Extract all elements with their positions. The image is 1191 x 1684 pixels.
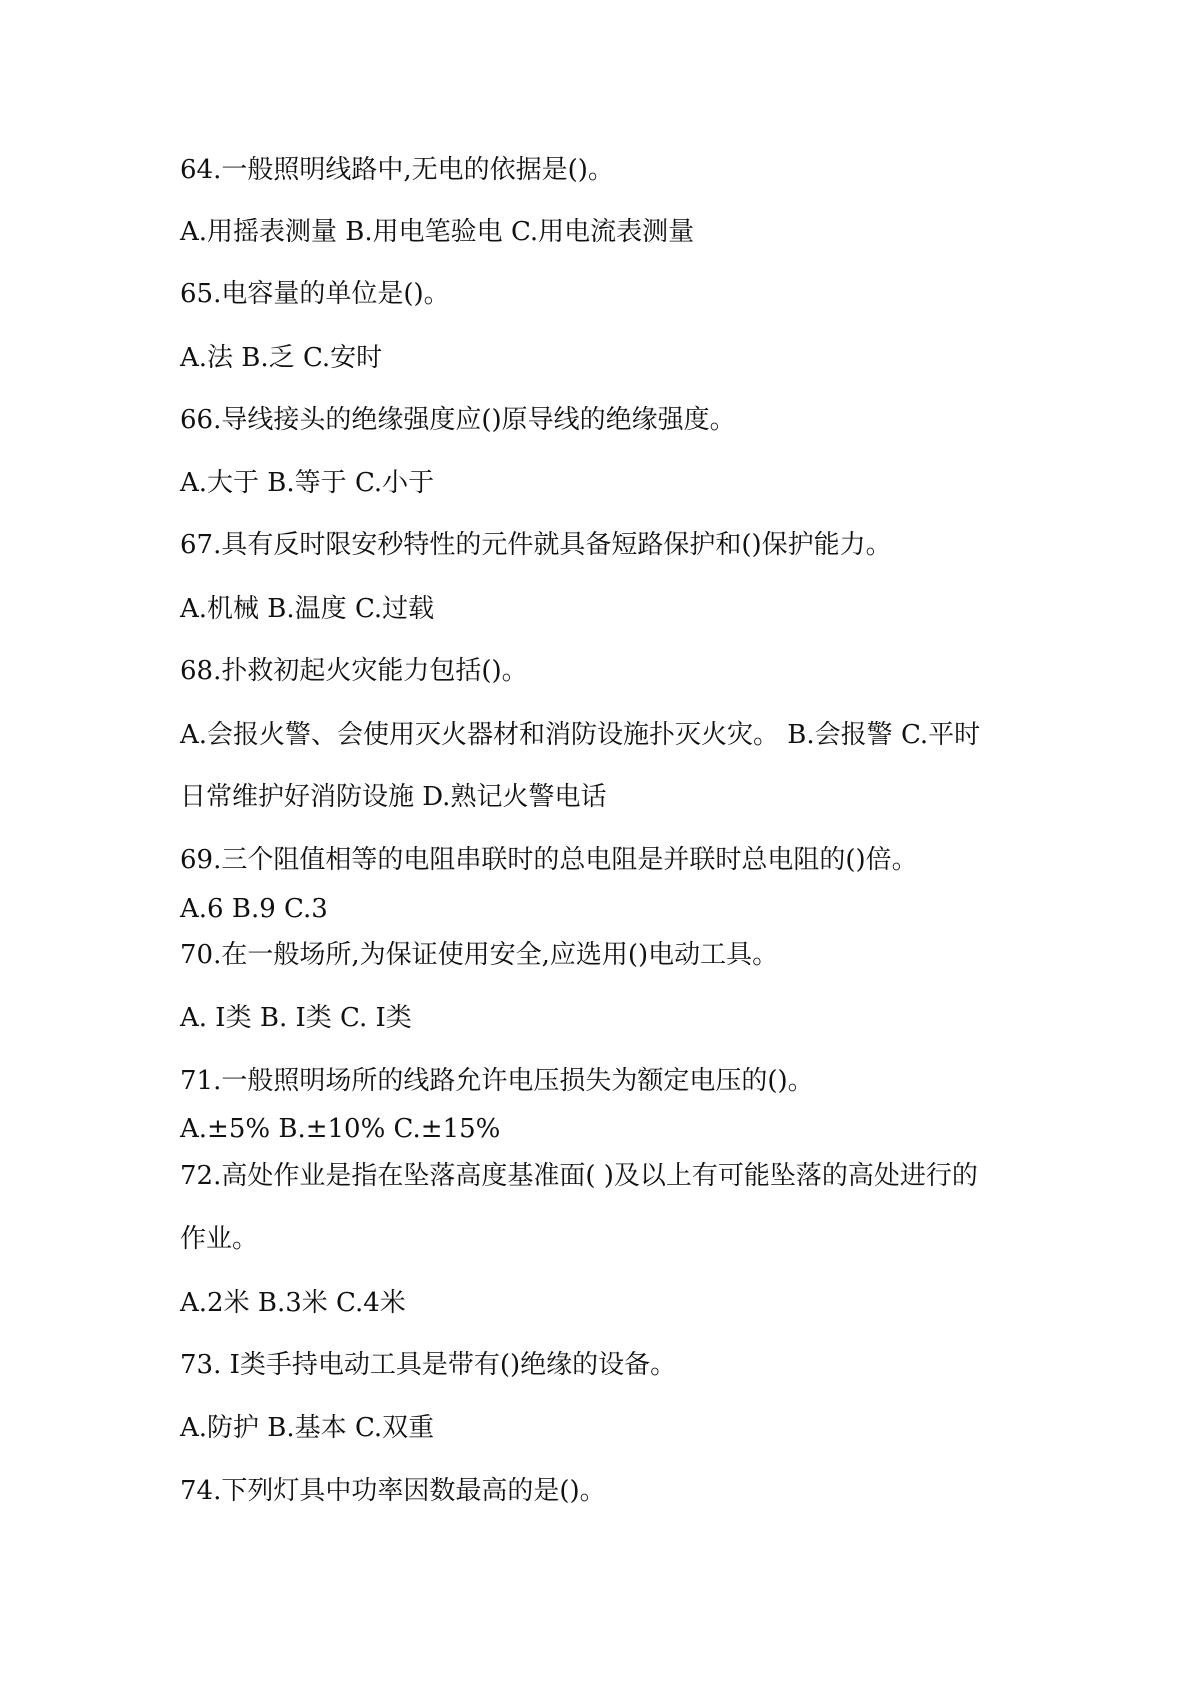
- question-66: 66.导线接头的绝缘强度应()原导线的绝缘强度。: [180, 405, 736, 435]
- options-72: A.2米 B.3米 C.4米: [180, 1288, 406, 1318]
- question-70: 70.在一般场所,为保证使用安全,应选用()电动工具。: [180, 940, 779, 970]
- options-69: A.6 B.9 C.3: [180, 894, 328, 924]
- options-71: A.±5% B.±10% C.±15%: [180, 1114, 501, 1144]
- question-73: 73. Ⅰ类手持电动工具是带有()绝缘的设备。: [180, 1350, 677, 1380]
- options-67: A.机械 B.温度 C.过载: [180, 594, 435, 624]
- options-66: A.大于 B.等于 C.小于: [180, 468, 435, 498]
- options-65: A.法 B.乏 C.安时: [180, 343, 383, 373]
- question-74: 74.下列灯具中功率因数最高的是()。: [180, 1476, 606, 1506]
- options-73: A.防护 B.基本 C.双重: [180, 1413, 435, 1443]
- question-72-line-2: 作业。: [180, 1224, 259, 1254]
- question-71: 71.一般照明场所的线路允许电压损失为额定电压的()。: [180, 1066, 814, 1096]
- question-67: 67.具有反时限安秒特性的元件就具备短路保护和()保护能力。: [180, 530, 892, 560]
- question-64: 64.一般照明线路中,无电的依据是()。: [180, 155, 614, 185]
- question-68: 68.扑救初起火灾能力包括()。: [180, 656, 528, 686]
- options-64: A.用摇表测量 B.用电笔验电 C.用电流表测量: [180, 217, 695, 247]
- options-68-line-1: A.会报火警、会使用灭火器材和消防设施扑灭火灾。 B.会报警 C.平时: [180, 720, 981, 750]
- question-72-line-1: 72.高处作业是指在坠落高度基准面( )及以上有可能坠落的高处进行的: [180, 1161, 978, 1191]
- options-70: A. Ⅰ类 B. Ⅰ类 C. Ⅰ类: [180, 1003, 412, 1033]
- options-68-line-2: 日常维护好消防设施 D.熟记火警电话: [180, 782, 607, 812]
- question-69: 69.三个阻值相等的电阻串联时的总电阻是并联时总电阻的()倍。: [180, 845, 918, 875]
- question-65: 65.电容量的单位是()。: [180, 279, 450, 309]
